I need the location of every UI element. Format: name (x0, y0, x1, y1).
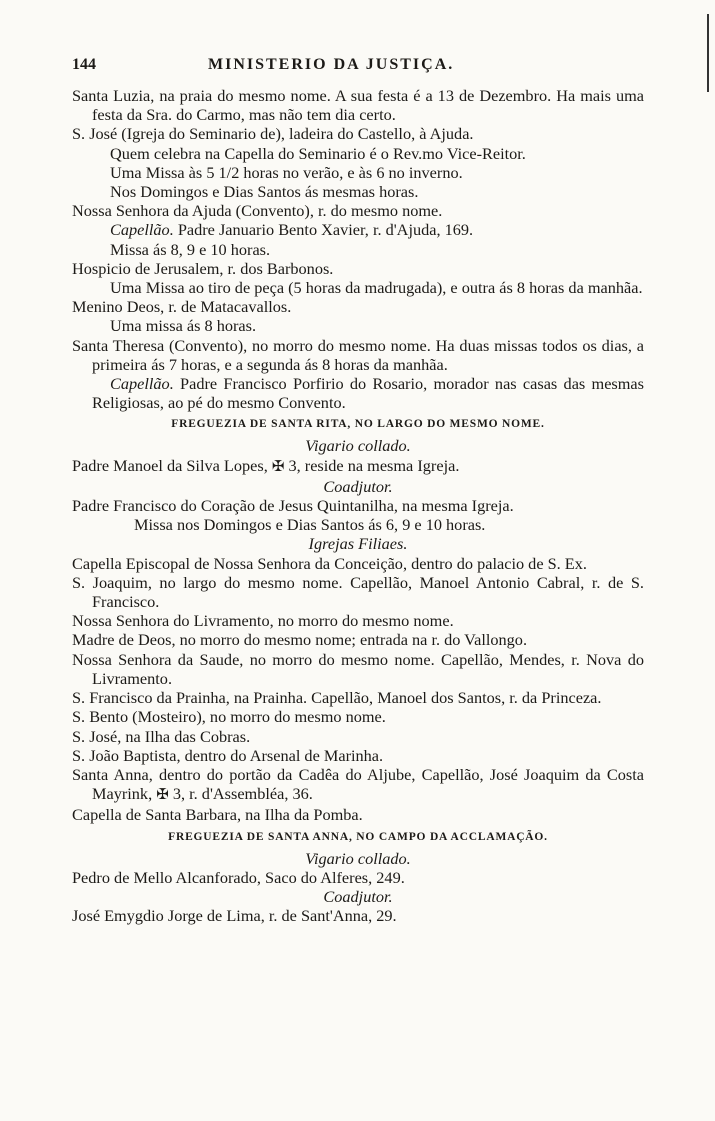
paragraph-text: Missa ás 8, 9 e 10 horas. (110, 239, 271, 259)
entry-paragraph (72, 336, 644, 374)
detail-line (72, 515, 644, 534)
paragraph-text: José Emygdio Jorge de Lima, r. de Sant'Anna, 29. (72, 906, 397, 926)
entry-paragraph (72, 201, 644, 220)
margin-rule (707, 14, 709, 92)
detail-line (72, 240, 644, 259)
paragraph-text: Padre Francisco Porfirio do Rosario, morador nas casas das mesmas Religiosas, ao pé do mesmo Convento. (92, 374, 644, 413)
cross-of-order-icon: ✠ (156, 787, 169, 804)
paragraph-text: Santa Theresa (Convento), no morro do mesmo nome. Ha duas missas todos os dias, a primeira ás 7 horas, e a segunda ás 8 horas da manhãa. (72, 335, 644, 374)
paragraph-text: 3, reside na mesma Igreja. (284, 455, 460, 475)
paragraph-text: Padre Francisco do Coração de Jesus Quintanilha, na mesma Igreja. (72, 496, 514, 516)
entry-paragraph (72, 727, 644, 746)
paragraph-text: S. José (Igreja do Seminario de), ladeira do Castello, à Ajuda. (72, 124, 474, 144)
paragraph-text: S. Francisco da Prainha, na Prainha. Capellão, Manoel dos Santos, r. da Princeza. (72, 688, 602, 708)
entry-paragraph (72, 259, 644, 278)
paragraph-text: 3, r. d'Assembléa, 36. (168, 784, 313, 804)
paragraph-text: Vigario collado. (305, 848, 411, 868)
entry-paragraph (72, 124, 644, 143)
entry-paragraph (72, 611, 644, 630)
paragraph-text: Nos Domingos e Dias Santos ás mesmas horas. (110, 182, 419, 202)
subheading (72, 436, 644, 455)
page-body (72, 86, 644, 925)
entry-paragraph (72, 805, 644, 824)
role-label: Capellão. (110, 374, 174, 394)
running-title: MINISTERIO DA JUSTIÇA. (208, 56, 455, 73)
paragraph-text: Nossa Senhora da Saude, no morro do mesmo nome. Capellão, Mendes, r. Nova do Livramento. (72, 649, 644, 688)
entry-paragraph (72, 688, 644, 707)
subheading (72, 849, 644, 868)
entry-paragraph (72, 906, 644, 925)
detail-line (72, 220, 644, 239)
paragraph-text: Menino Deos, r. de Matacavallos. (72, 297, 292, 317)
entry-paragraph (72, 707, 644, 726)
detail-line (72, 163, 644, 182)
detail-line (72, 316, 644, 335)
page-number: 144 (72, 56, 96, 73)
subheading (72, 887, 644, 906)
paragraph-text: Padre Manoel da Silva Lopes, (72, 455, 272, 475)
paragraph-text: Santa Anna, dentro do portão da Cadêa do Aljube, Capellão, José Joaquim da Costa Mayrink, (72, 764, 644, 804)
paragraph-text: Igrejas Filiaes. (308, 534, 408, 554)
entry-paragraph (72, 86, 644, 124)
section-heading (72, 416, 644, 433)
paragraph-text: Uma missa ás 8 horas. (110, 316, 257, 336)
paragraph-text: Nossa Senhora da Ajuda (Convento), r. do mesmo nome. (72, 201, 443, 221)
detail-line (72, 182, 644, 201)
paragraph-text: Madre de Deos, no morro do mesmo nome; entrada na r. do Vallongo. (72, 630, 528, 650)
entry-paragraph (72, 765, 644, 805)
paragraph-text: Pedro de Mello Alcanforado, Saco do Alferes, 249. (72, 867, 405, 887)
paragraph-text: S. Bento (Mosteiro), no morro do mesmo nome. (72, 707, 386, 727)
paragraph-text: Hospicio de Jerusalem, r. dos Barbonos. (72, 258, 334, 278)
cross-of-order-icon: ✠ (271, 458, 285, 475)
paragraph-text: Missa nos Domingos e Dias Santos ás 6, 9 e 10 horas. (134, 515, 486, 535)
entry-paragraph (72, 573, 644, 611)
entry-paragraph (72, 630, 644, 649)
entry-paragraph (72, 746, 644, 765)
paragraph-text: S. José, na Ilha das Cobras. (72, 726, 251, 746)
role-label: Capellão. (110, 220, 174, 240)
paragraph-text: Uma Missa às 5 1/2 horas no verão, e às 6 no inverno. (110, 162, 463, 182)
paragraph-text: Capella de Santa Barbara, na Ilha da Pomba. (72, 805, 363, 825)
paragraph-text: Nossa Senhora do Livramento, no morro do mesmo nome. (72, 611, 454, 631)
paragraph-text: S. Joaquim, no largo do mesmo nome. Capellão, Manoel Antonio Cabral, r. de S. Francisco. (72, 572, 644, 612)
paragraph-text: Padre Januario Bento Xavier, r. d'Ajuda, 169. (173, 220, 474, 240)
entry-paragraph (72, 554, 644, 573)
paragraph-text: Capella Episcopal de Nossa Senhora da Conceição, dentro do palacio de S. Ex. (72, 553, 587, 573)
entry-paragraph (72, 456, 644, 477)
paragraph-text: S. João Baptista, dentro do Arsenal de Marinha. (72, 745, 384, 765)
entry-paragraph (72, 650, 644, 688)
paragraph-text: Coadjutor. (323, 476, 393, 496)
paragraph-text: FREGUEZIA DE SANTA ANNA, NO CAMPO DA ACCLAMAÇÃO. (168, 830, 548, 843)
detail-line (72, 374, 644, 412)
entry-paragraph (72, 297, 644, 316)
paragraph-text: FREGUEZIA DE SANTA RITA, NO LARGO DO MESMO NOME. (171, 418, 545, 431)
page-header (72, 56, 652, 80)
paragraph-text: Coadjutor. (323, 886, 393, 906)
section-heading (72, 829, 644, 846)
subheading (72, 534, 644, 553)
paragraph-text: Uma Missa ao tiro de peça (5 horas da madrugada), e outra ás 8 horas da manhãa. (110, 278, 643, 298)
paragraph-text: Vigario collado. (305, 436, 411, 456)
entry-paragraph (72, 868, 644, 887)
detail-line (72, 278, 644, 297)
paragraph-text: Santa Luzia, na praia do mesmo nome. A sua festa é a 13 de Dezembro. Ha mais uma festa da Sra. do Carmo, mas não tem dia certo. (72, 86, 644, 125)
paragraph-text: Quem celebra na Capella do Seminario é o Rev.mo Vice-Reitor. (110, 143, 526, 163)
entry-paragraph (72, 496, 644, 515)
subheading (72, 477, 644, 496)
detail-line (72, 144, 644, 163)
